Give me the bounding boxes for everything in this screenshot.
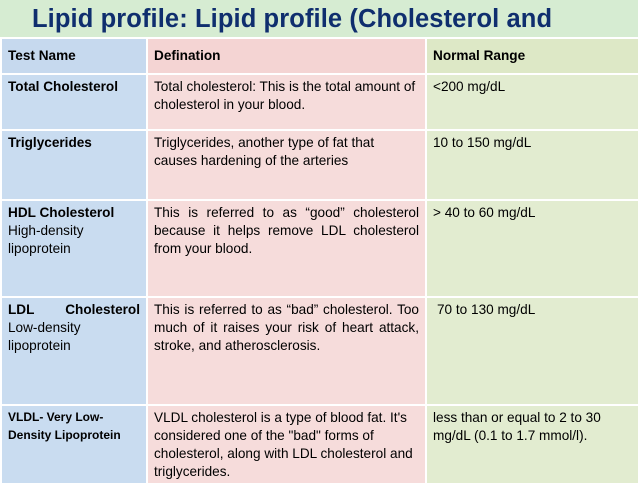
definition-cell: VLDL cholesterol is a type of blood fat. It's considered one of the "bad" forms of cholesterol, along with LDL cholesterol and triglycerides.: [147, 405, 426, 484]
header-definition: Defination: [147, 38, 426, 74]
lipid-profile-table: [0, 37, 638, 485]
table-row-hdl: [1, 200, 638, 297]
normal-range-cell: less than or equal to 2 to 30 mg/dL (0.1 to 1.7 mmol/l).: [426, 405, 638, 484]
definition-cell: This is referred to as “bad” cholesterol. Too much of it raises your risk of heart attack, stroke, and atherosclerosis.: [147, 297, 426, 405]
table-row-triglycerides: [1, 130, 638, 200]
normal-range-cell: 10 to 150 mg/dL: [426, 130, 638, 200]
test-name-cell: VLDL- Very Low-Density Lipoprotein: [1, 405, 147, 484]
table-row-vldl: [1, 405, 638, 484]
table-row-ldl: [1, 297, 638, 405]
test-name-main: HDL Cholesterol: [8, 205, 115, 220]
definition-cell: Triglycerides, another type of fat that causes hardening of the arteries: [147, 130, 426, 200]
test-name-suffix: High-density lipoprotein: [8, 223, 84, 256]
slide-title: Lipid profile: Lipid profile (Cholesterol and: [0, 0, 638, 40]
normal-range-cell: <200 mg/dL: [426, 74, 638, 130]
header-normal-range: Normal Range: [426, 38, 638, 74]
test-name-cell: Total Cholesterol: [1, 74, 147, 130]
table-row-total-cholesterol: [1, 74, 638, 130]
test-name-cell: Triglycerides: [1, 130, 147, 200]
test-name-main: LDL Cholesterol: [8, 302, 140, 317]
test-name-cell: [1, 200, 147, 297]
test-name-suffix: Low-density lipoprotein: [8, 320, 81, 353]
header-test-name: Test Name: [1, 38, 147, 74]
definition-cell: Total cholesterol: This is the total amount of cholesterol in your blood.: [147, 74, 426, 130]
table-header-row: [1, 38, 638, 74]
normal-range-cell: 70 to 130 mg/dL: [426, 297, 638, 405]
definition-cell: This is referred to as “good” cholesterol because it helps remove LDL cholesterol from your blood.: [147, 200, 426, 297]
test-name-cell: [1, 297, 147, 405]
normal-range-cell: > 40 to 60 mg/dL: [426, 200, 638, 297]
